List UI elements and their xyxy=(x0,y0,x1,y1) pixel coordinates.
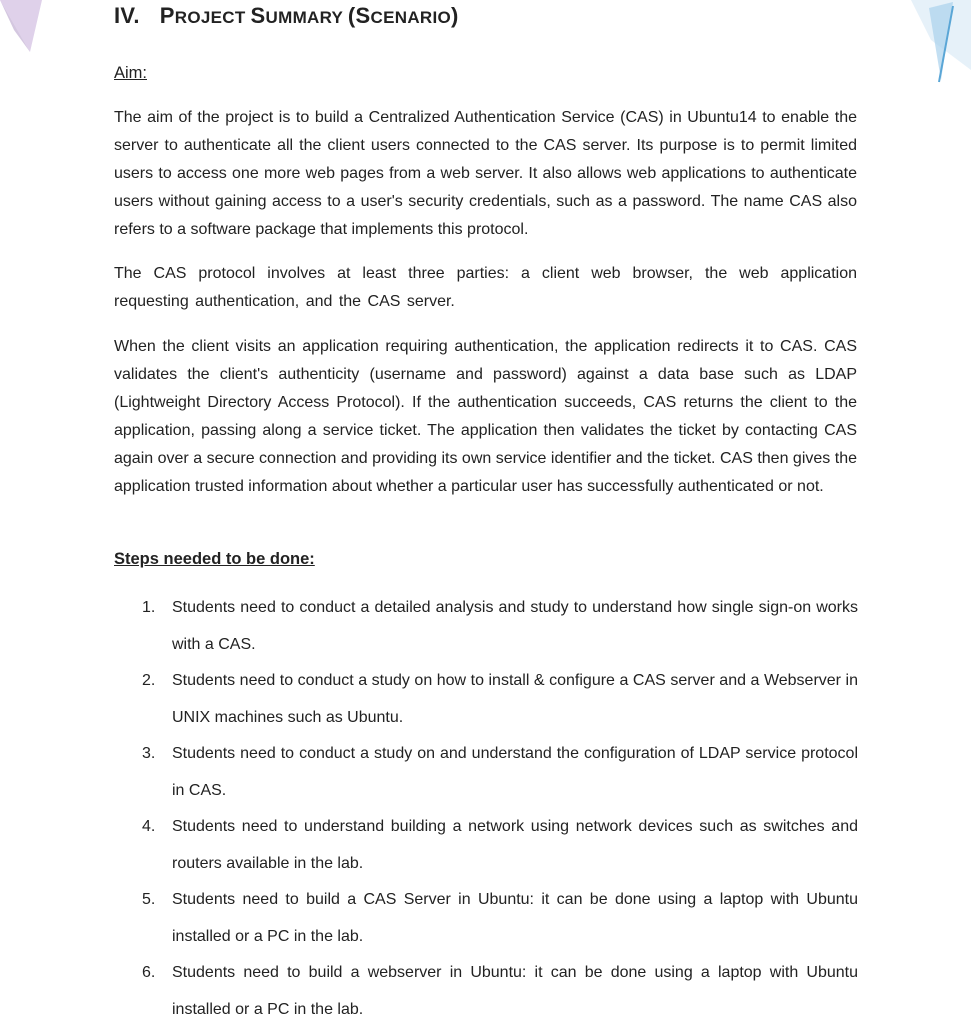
step-text: Students need to conduct a detailed analysis and study to understand how single sign-on works with a CAS. xyxy=(172,599,858,653)
step-item-4 xyxy=(142,809,858,882)
corner-decoration-right xyxy=(881,0,971,90)
section-title-part: CENARIO xyxy=(370,8,452,27)
aim-paragraph-3: When the client visits an application requiring authentication, the application redirects it to CAS. CAS validates the client's authenticity (username and password) against a data base such as LDAP (Lightweight Directory Access Protocol). If the authentication succeeds, CAS returns the client to the application, passing along a service ticket. The application then validates the ticket by contacting CAS again over a secure connection and providing its own service identifier and the ticket. CAS then gives the application trusted information about whether a particular user has successfully authenticated or not. xyxy=(114,338,857,495)
step-number: 2. xyxy=(142,672,156,689)
section-title-part: S xyxy=(250,3,266,28)
step-text: Students need to build a CAS Server in Ubuntu: it can be done using a laptop with Ubuntu installed or a PC in the lab. xyxy=(172,891,858,945)
step-number: 4. xyxy=(142,818,156,835)
step-text: Students need to understand building a network using network devices such as switches and routers available in the lab. xyxy=(172,818,858,872)
step-item-6 xyxy=(142,955,858,1024)
aim-paragraph-1: The aim of the project is to build a Centralized Authentication Service (CAS) in Ubuntu14 to enable the server to authenticate all the client users connected to the CAS server. Its purpose is to permit limited users to access one more web pages from a web server. It also allows web applications to authenticate users without gaining access to a user's security credentials, such as a password. The name CAS also refers to a software package that implements this protocol. xyxy=(114,109,857,238)
aim-heading: Aim: xyxy=(114,64,147,82)
steps-heading: Steps needed to be done: xyxy=(114,550,315,568)
step-item-5 xyxy=(142,882,858,955)
step-number: 5. xyxy=(142,891,156,908)
section-title-part: ) xyxy=(451,3,459,28)
step-item-2 xyxy=(142,663,858,736)
section-title-part: (S xyxy=(347,3,371,28)
step-text: Students need to build a webserver in Ubuntu: it can be done using a laptop with Ubuntu installed or a PC in the lab. xyxy=(172,964,858,1018)
section-heading xyxy=(114,3,459,29)
step-item-3 xyxy=(142,736,858,809)
step-text: Students need to conduct a study on how to install & configure a CAS server and a Webserver in UNIX machines such as Ubuntu. xyxy=(172,672,858,726)
section-number: IV. xyxy=(114,3,140,28)
step-number: 1. xyxy=(142,599,156,616)
step-number: 6. xyxy=(142,964,156,981)
step-text: Students need to conduct a study on and understand the configuration of LDAP service protocol in CAS. xyxy=(172,745,858,799)
section-title-part: ROJECT xyxy=(174,8,251,27)
aim-paragraph-2: The CAS protocol involves at least three parties: a client web browser, the web application requesting authentication, and the CAS server. xyxy=(114,265,857,310)
corner-decoration-left xyxy=(0,0,60,60)
section-title-part: UMMARY xyxy=(265,8,348,27)
section-title-part: P xyxy=(159,3,175,28)
step-item-1 xyxy=(142,590,858,663)
step-number: 3. xyxy=(142,745,156,762)
steps-list xyxy=(142,590,858,1024)
section-title xyxy=(160,3,459,28)
